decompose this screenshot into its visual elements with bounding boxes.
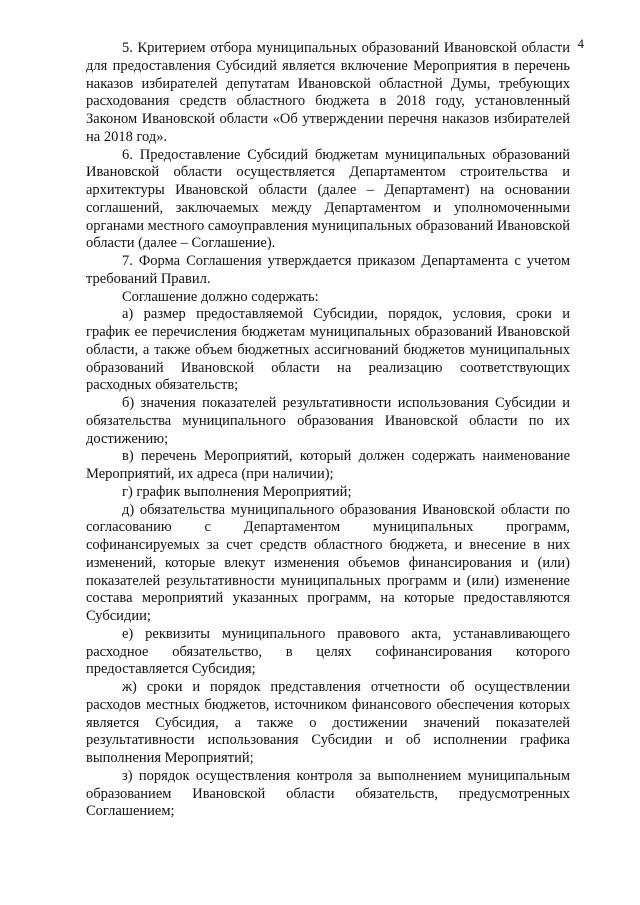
paragraph-5-selection-criterion: 5. Критерием отбора муниципальных образований Ивановской области для предоставления Субсидий является включение Мероприятия в перечень наказов избирателей депутатам Ивановской областной Думы, требующих расходования средств областного бюджета в 2018 году, установленный Законом Ивановской области «Об утверждении перечня наказов избирателей на 2018 год». — [86, 40, 570, 145]
page-number: 4 — [577, 36, 584, 51]
paragraph-6-subsidy-provision: 6. Предоставление Субсидий бюджетам муниципальных образований Ивановской области осуществляется Департаментом строительства и архитектуры Ивановской области (далее – Департамент) на основании соглашений, заключаемых между Департаментом и уполномоченными органами местного самоуправления муниципальных образований Ивановской области (далее – Соглашение). — [86, 146, 570, 252]
list-item-zh: ж) сроки и порядок представления отчетности об осуществлении расходов местных бюджетов, источником финансового обеспечения которых является Субсидия, а также о достижении значений показателей результативности использования Субсидии и об исполнении графика выполнения Мероприятий; — [86, 679, 570, 766]
document-body — [86, 40, 570, 821]
list-item-g: г) график выполнения Мероприятий; — [122, 483, 352, 500]
agreement-contents-intro: Соглашение должно содержать: — [122, 288, 319, 305]
list-item-z: з) порядок осуществления контроля за выполнением муниципальным образованием Ивановской области обязательств, предусмотренных Соглашением; — [86, 767, 570, 820]
paragraph-7-agreement-form: 7. Форма Соглашения утверждается приказом Департамента с учетом требований Правил. — [86, 253, 570, 287]
list-item-b: б) значения показателей результативности использования Субсидии и обязательства муниципального образования Ивановской области по их достижению; — [86, 395, 570, 447]
list-item-v: в) перечень Мероприятий, который должен содержать наименование Мероприятий, их адреса (при наличии); — [86, 448, 570, 482]
list-item-e: е) реквизиты муниципального правового акта, устанавливающего расходное обязательство, в целях софинансирования которого предоставляется Субсидия; — [86, 625, 570, 678]
list-item-d: д) обязательства муниципального образования Ивановской области по согласованию с Департаментом муниципальных программ, софинансируемых за счет средств областного бюджета, и внесение в них изменений, которые влекут изменения объемов финансирования и (или) показателей результативности муниципальных программ и (или) изменение состава мероприятий указанных программ, на которые предоставляются Субсидии; — [86, 501, 570, 624]
list-item-a: а) размер предоставляемой Субсидии, порядок, условия, сроки и график ее перечисления бюджетам муниципальных образований Ивановской области, а также объем бюджетных ассигнований бюджетов муниципальных образований Ивановской области на реализацию соответствующих расходных обязательств; — [86, 306, 570, 394]
